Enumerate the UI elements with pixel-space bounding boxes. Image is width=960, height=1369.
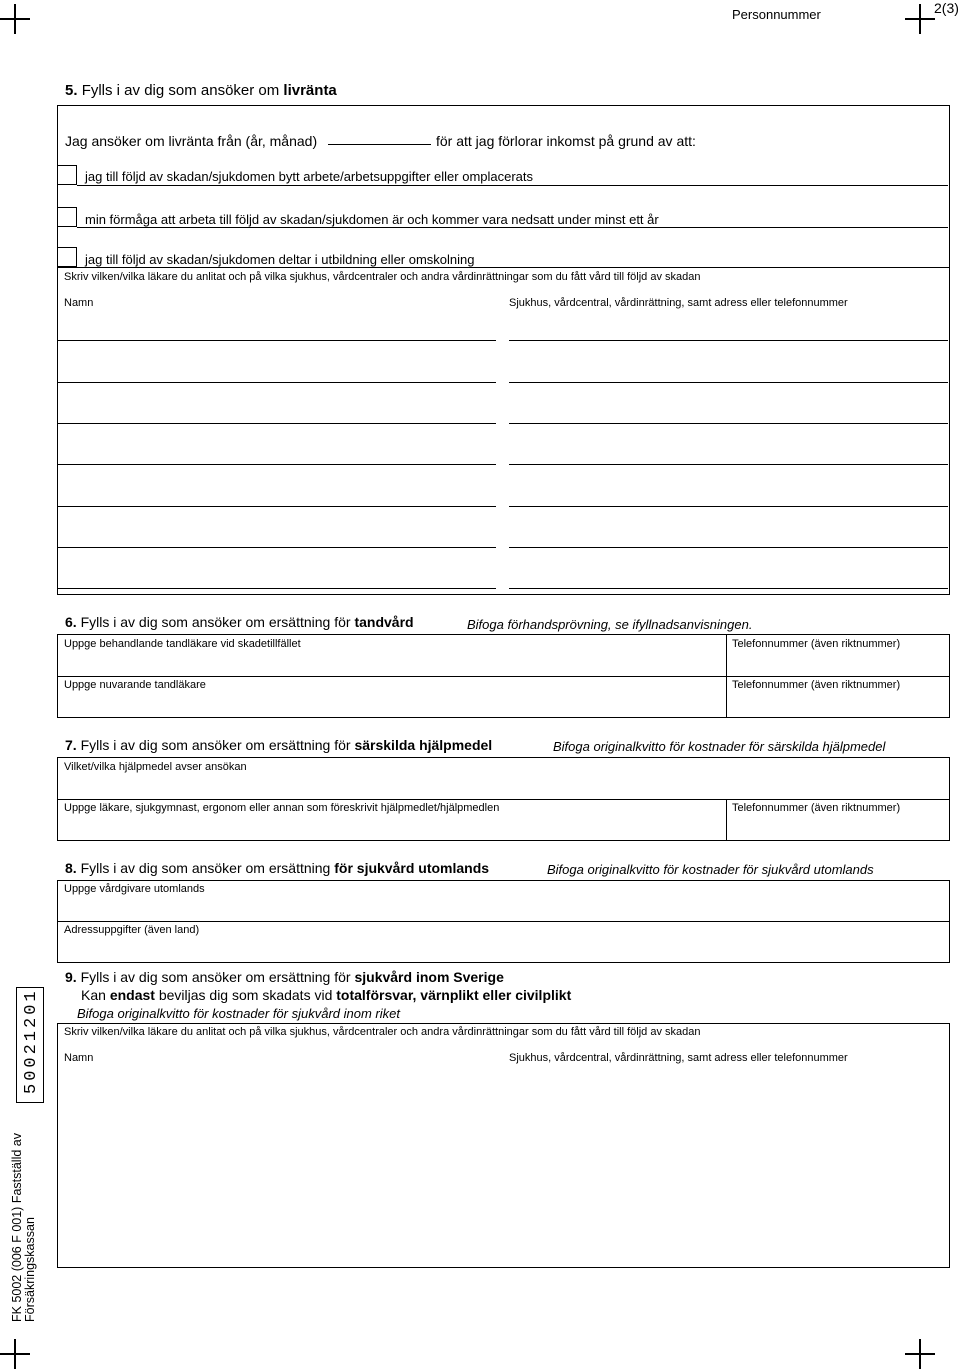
hospital-input-line[interactable]: [509, 464, 948, 465]
applies-from-input[interactable]: [328, 144, 431, 145]
hospital-column-label: Sjukhus, vårdcentral, vårdinrättning, samt adress eller telefonnummer: [509, 297, 848, 309]
form-id-line1: FK 5002 (006 F 001) Fastställd av: [10, 1133, 24, 1322]
section6-divider: [57, 676, 950, 677]
hospital-input-line[interactable]: [509, 547, 948, 548]
section6-column-divider: [726, 634, 727, 718]
option-changed-job-label: jag till följd av skadan/sjukdomen bytt arbete/arbetsuppgifter eller omplacerats: [85, 169, 534, 184]
provider-label: Uppge vårdgivare utomlands: [64, 883, 205, 895]
personnummer-label: Personnummer: [732, 7, 821, 22]
prescriber-label: Uppge läkare, sjukgymnast, ergonom eller annan som föreskrivit hjälpmedlet/hjälpmedlen: [64, 802, 500, 814]
section9-name-column-label: Namn: [64, 1052, 94, 1064]
hospital-input-line[interactable]: [509, 588, 948, 589]
option-education-checkbox[interactable]: [57, 247, 77, 267]
doctors-instruction: Skriv vilken/vilka läkare du anlitat och på vilka sjukhus, vårdcentraler och andra vårdinrättningar som du fått vård till följd av skadan: [64, 271, 701, 283]
name-column-label: Namn: [64, 297, 94, 309]
hospital-input-line[interactable]: [509, 423, 948, 424]
form-id-line2: Försäkringskassan: [23, 1217, 37, 1322]
section6-heading: 6. Fylls i av dig som ansöker om ersättning för tandvård: [65, 614, 414, 630]
section5-divider: [57, 267, 950, 268]
section8-note: Bifoga originalkvitto för kostnader för sjukvård utomlands: [547, 862, 874, 877]
current-dentist-phone-label: Telefonnummer (även riktnummer): [732, 679, 901, 691]
aids-label: Vilket/vilka hjälpmedel avser ansökan: [64, 761, 247, 773]
registration-mark-bottom-left: [0, 1339, 30, 1369]
option-education-label: jag till följd av skadan/sjukdomen deltar i utbildning eller omskolning: [85, 252, 475, 267]
prescriber-phone-label: Telefonnummer (även riktnummer): [732, 802, 901, 814]
section8-divider: [57, 921, 950, 922]
section9-hospital-column-label: Sjukhus, vårdcentral, vårdinrättning, samt adress eller telefonnummer: [509, 1052, 848, 1064]
name-input-line[interactable]: [57, 464, 496, 465]
option-line: [77, 185, 948, 186]
section7-column-divider: [726, 799, 727, 841]
page-number: 2(3): [934, 0, 959, 16]
option-line: [77, 227, 948, 228]
option-changed-job-checkbox[interactable]: [57, 165, 77, 185]
current-dentist-label: Uppge nuvarande tandläkare: [64, 679, 206, 691]
section9-doctors-instruction: Skriv vilken/vilka läkare du anlitat och på vilka sjukhus, vårdcentraler och andra vårdinrättningar som du fått vård till följd av skadan: [64, 1026, 701, 1038]
section5-heading: 5. Fylls i av dig som ansöker om livränta: [65, 82, 337, 99]
section9-eligibility: Kan endast beviljas dig som skadats vid totalförsvar, värnplikt eller civilplikt: [81, 987, 572, 1003]
name-input-line[interactable]: [57, 382, 496, 383]
name-input-line[interactable]: [57, 340, 496, 341]
registration-mark-bottom-right: [905, 1339, 935, 1369]
section6-note: Bifoga förhandsprövning, se ifyllnadsanvisningen.: [467, 617, 753, 632]
hospital-input-line[interactable]: [509, 506, 948, 507]
dentist-label: Uppge behandlande tandläkare vid skadetillfället: [64, 638, 301, 650]
applies-from-label: Jag ansöker om livränta från (år, månad): [65, 133, 318, 149]
hospital-input-line[interactable]: [509, 340, 948, 341]
registration-mark-top-left: [0, 4, 30, 34]
section8-heading: 8. Fylls i av dig som ansöker om ersättning för sjukvård utomlands: [65, 860, 490, 876]
name-input-line[interactable]: [57, 423, 496, 424]
name-input-line[interactable]: [57, 547, 496, 548]
name-input-line[interactable]: [57, 588, 496, 589]
section7-heading: 7. Fylls i av dig som ansöker om ersättning för särskilda hjälpmedel: [65, 737, 493, 753]
name-input-line[interactable]: [57, 506, 496, 507]
reason-label: för att jag förlorar inkomst på grund av att:: [436, 133, 696, 149]
option-reduced-capacity-checkbox[interactable]: [57, 207, 77, 227]
section9-note: Bifoga originalkvitto för kostnader för sjukvård inom riket: [77, 1006, 400, 1021]
option-reduced-capacity-label: min förmåga att arbeta till följd av skadan/sjukdomen är och kommer vara nedsatt under minst ett år: [85, 212, 659, 227]
dentist-phone-label: Telefonnummer (även riktnummer): [732, 638, 901, 650]
registration-mark-top-right: [905, 4, 935, 34]
section7-divider: [57, 799, 950, 800]
address-label: Adressuppgifter (även land): [64, 924, 200, 936]
hospital-input-line[interactable]: [509, 382, 948, 383]
section7-note: Bifoga originalkvitto för kostnader för särskilda hjälpmedel: [553, 739, 886, 754]
section9-heading: 9. Fylls i av dig som ansöker om ersättning för sjukvård inom Sverige: [65, 969, 504, 985]
form-code: 50021201: [22, 988, 41, 1094]
